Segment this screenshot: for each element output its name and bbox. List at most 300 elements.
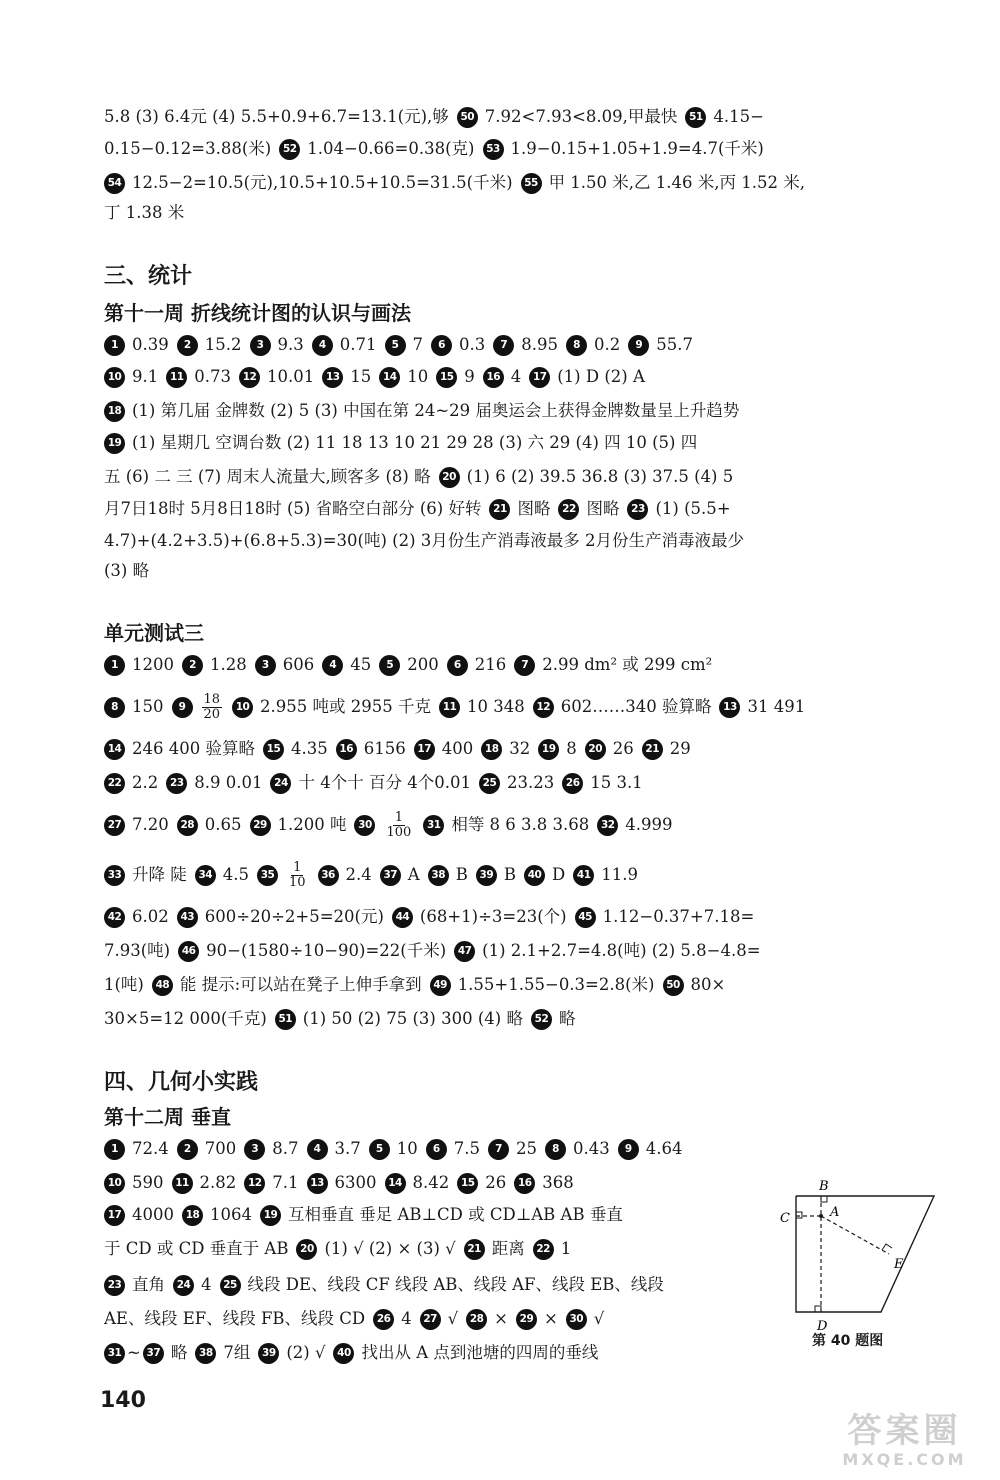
answer-text: 4.999 (625, 815, 673, 834)
answer-text: 4.64 (645, 1139, 683, 1158)
answer-text: 略 (558, 1009, 576, 1028)
question-number-badge: 36 (318, 865, 339, 886)
question-number-badge: 15 (457, 1173, 478, 1194)
range-separator: ~ (127, 1343, 141, 1362)
answer-text: 0.65 (204, 815, 242, 834)
answer-text: (3) 略 (104, 561, 150, 580)
answer-text: 7.1 (272, 1173, 299, 1192)
answer-text: 7组 (223, 1343, 251, 1362)
question-number-badge: 28 (466, 1309, 487, 1330)
answer-item (379, 362, 428, 392)
answer-item (166, 362, 231, 392)
question-number-badge: 51 (685, 107, 706, 128)
question-number-badge: 47 (454, 941, 475, 962)
answer-text: 升降 陡 (132, 865, 187, 884)
answer-text: 6156 (363, 739, 406, 758)
answer-item (177, 810, 242, 840)
unit-test-title: 单元测试三 (104, 621, 204, 645)
question-number-badge: 16 (514, 1173, 535, 1194)
answer-text: 1.04−0.66=0.38(克) (307, 139, 475, 158)
answer-item (104, 198, 184, 228)
answer-text: 7 (412, 335, 423, 354)
answer-item (454, 936, 760, 966)
answer-item (104, 692, 164, 722)
fraction-numerator: 1 (293, 859, 302, 875)
answer-text: (1) 2.1+2.7=4.8(吨) (2) 5.8−4.8= (482, 941, 761, 960)
answer-text: 15.2 (204, 335, 242, 354)
answer-item (177, 902, 384, 932)
question-number-badge: 41 (573, 865, 594, 886)
answer-item (414, 734, 474, 764)
answer-item (436, 362, 475, 392)
answer-text: (1) 第几届 金牌数 (2) 5 (3) 中国在第 24~29 届奥运会上获得金牌数量呈上升趋势 (132, 401, 740, 420)
answer-item (239, 362, 314, 392)
question-number-badge: 30 (354, 815, 375, 836)
question-number-badge: 42 (104, 907, 125, 928)
answer-text: 31 491 (747, 697, 806, 716)
answer-item (220, 1270, 664, 1300)
question-number-badge: 14 (104, 739, 125, 760)
answer-text: √ (447, 1309, 459, 1328)
question-number-badge: 40 (524, 865, 545, 886)
answer-item (104, 134, 271, 164)
question-number-badge: 44 (392, 907, 413, 928)
answer-item (104, 396, 739, 426)
answer-text: 8.7 (272, 1139, 299, 1158)
answer-text: 9 (464, 367, 475, 386)
answer-item (573, 860, 638, 890)
answer-item (104, 1200, 174, 1230)
answer-line (104, 494, 739, 524)
question-number-badge: 17 (529, 367, 550, 388)
answer-item (428, 860, 468, 890)
question-number-badge: 28 (177, 815, 198, 836)
answer-item (104, 1234, 288, 1264)
answer-line (104, 1168, 582, 1198)
answer-text: 1.200 吨 (277, 815, 347, 834)
answer-text: 32 (509, 739, 531, 758)
answer-item (104, 1168, 164, 1198)
answer-text: 0.15−0.12=3.88(米) (104, 139, 272, 158)
answer-text: 15 (350, 367, 372, 386)
question-number-badge: 45 (575, 907, 596, 928)
answer-text: 2.99 dm² 或 299 cm² (542, 655, 713, 674)
answer-item (533, 1234, 572, 1264)
answer-item (533, 692, 712, 722)
answer-line (104, 168, 813, 198)
question-number-badge: 39 (258, 1343, 279, 1364)
answer-line (104, 1200, 754, 1230)
answer-text: 4 (510, 367, 522, 386)
answer-item (426, 1134, 480, 1164)
fraction-answer (384, 811, 413, 840)
question-number-badge: 52 (279, 139, 300, 160)
question-number-badge: 5 (385, 335, 406, 356)
question-number-badge: 54 (104, 173, 125, 194)
answer-item (719, 692, 805, 722)
answer-line (104, 556, 157, 586)
answer-item (104, 1134, 169, 1164)
answer-text: 12.5−2=10.5(元),10.5+10.5+10.5=31.5(千米) (132, 173, 513, 192)
question-number-badge: 20 (296, 1239, 317, 1260)
answer-item (152, 970, 422, 1000)
answer-item (322, 650, 371, 680)
answer-text: 2.82 (199, 1173, 237, 1192)
answer-item (575, 902, 755, 932)
question-number-badge: 43 (177, 907, 198, 928)
fraction-numerator: 18 (203, 691, 221, 707)
answer-item (104, 1270, 165, 1300)
answer-text: 1200 (132, 655, 174, 674)
answer-text: 1(吨) (104, 975, 144, 994)
answer-item (514, 1168, 574, 1198)
answer-item (104, 556, 149, 586)
answer-text: 五 (6) 二 三 (7) 周末人流量大,顾客多 (8) 略 (104, 467, 431, 486)
question-number-badge: 2 (177, 335, 198, 356)
answer-text: 图略 (517, 499, 551, 518)
answer-text: 4.35 (290, 739, 328, 758)
answer-text: 8 (566, 739, 577, 758)
answer-item (195, 860, 249, 890)
answer-line (104, 650, 720, 680)
answer-line (104, 902, 762, 932)
answer-item (104, 494, 481, 524)
answer-item (177, 1134, 237, 1164)
answer-text: 0.3 (459, 335, 486, 354)
answer-item (104, 768, 158, 798)
answer-text: 直角 (132, 1275, 165, 1294)
question-number-badge: 22 (104, 773, 125, 794)
answer-text: (1) 星期几 空调台数 (2) 11 18 13 10 21 29 28 (3) 六 29 (4) 四 10 (5) 四 (132, 433, 698, 452)
answer-text: 606 (282, 655, 315, 674)
answer-item (250, 810, 347, 840)
answer-text: × (494, 1309, 508, 1328)
answer-item (104, 526, 744, 556)
question-number-badge: 10 (104, 1173, 125, 1194)
answer-text: 8.9 0.01 (194, 773, 263, 792)
answer-line (104, 692, 813, 722)
question-number-badge: 3 (255, 655, 276, 676)
answer-line (104, 1270, 754, 1300)
answer-item (447, 650, 507, 680)
question-number-badge: 34 (195, 865, 216, 886)
answer-item (263, 734, 328, 764)
answer-item (104, 902, 169, 932)
answer-text: 相等 8 6 3.8 3.68 (451, 815, 590, 834)
question-number-badge: 55 (521, 173, 542, 194)
answer-item (489, 494, 550, 524)
watermark-logo (812, 1412, 997, 1476)
answer-item (104, 428, 697, 458)
answer-item (488, 1134, 537, 1164)
answer-text: 7.20 (132, 815, 169, 834)
answer-text: 1.12−0.37+7.18= (602, 907, 755, 926)
question-number-badge: 50 (457, 107, 478, 128)
answer-item (275, 1004, 523, 1034)
answer-item (439, 692, 525, 722)
answer-text: √ (593, 1309, 605, 1328)
question-number-badge: 6 (426, 1139, 447, 1160)
answer-text: 150 (132, 697, 164, 716)
answer-text: B (455, 865, 468, 884)
question-number-badge: 12 (244, 1173, 265, 1194)
answer-item (172, 693, 225, 722)
answer-item (514, 650, 712, 680)
answer-text: 0.71 (339, 335, 377, 354)
question-number-badge: 30 (566, 1309, 587, 1330)
answer-item (597, 810, 672, 840)
question-number-badge: 26 (373, 1309, 394, 1330)
answer-item (318, 860, 372, 890)
answer-text: 能 提示:可以站在凳子上伸手拿到 (179, 975, 422, 994)
answer-text: 4000 (132, 1205, 174, 1224)
answer-text: 25 (516, 1139, 537, 1158)
answer-text: (1) 50 (2) 75 (3) 300 (4) 略 (302, 1009, 523, 1028)
question-number-badge: 25 (220, 1275, 241, 1296)
answer-line (104, 428, 705, 458)
question-number-badge: 38 (195, 1343, 216, 1364)
answer-item (232, 692, 431, 722)
question-number-badge: 5 (379, 655, 400, 676)
answer-text: 1.9−0.15+1.05+1.9=4.7(千米) (510, 139, 764, 158)
answer-text: 2.4 (345, 865, 372, 884)
answer-text: 15 3.1 (590, 773, 643, 792)
question-number-badge: 18 (104, 401, 125, 422)
question-number-badge: 29 (516, 1309, 537, 1330)
answer-text: 216 (474, 655, 507, 674)
question-number-badge: 15 (436, 367, 457, 388)
answer-item (685, 102, 764, 132)
answer-text: 10 (396, 1139, 418, 1158)
figure-label-d: D (817, 1319, 828, 1334)
answer-text: 0.2 (594, 335, 621, 354)
question-number-badge: 18 (481, 739, 502, 760)
fraction-denominator: 20 (203, 706, 221, 722)
question-number-badge: 33 (104, 865, 125, 886)
answer-item (173, 1270, 212, 1300)
answer-item (244, 1168, 298, 1198)
answer-text: 8.42 (412, 1173, 450, 1192)
answer-text: 略 (170, 1343, 188, 1362)
answer-item (464, 1234, 525, 1264)
answer-text: AE、线段 EF、线段 FB、线段 CD (104, 1309, 366, 1328)
figure-label-a: A (830, 1205, 840, 1220)
answer-item (538, 734, 577, 764)
answer-line (104, 810, 681, 840)
question-number-badge: 24 (270, 773, 291, 794)
answer-line (104, 396, 747, 426)
answer-line (104, 362, 653, 392)
answer-item (177, 330, 242, 360)
question-number-badge: 13 (719, 697, 740, 718)
question-number-badge: 46 (178, 941, 199, 962)
answer-item (104, 330, 169, 360)
answer-text: 200 (407, 655, 439, 674)
answer-text: 月7日18时 5月8日18时 (5) 省略空白部分 (6) 好转 (104, 499, 482, 518)
answer-item (618, 1134, 683, 1164)
answer-item (585, 734, 634, 764)
question-number-badge: 19 (538, 739, 559, 760)
question-number-badge: 6 (447, 655, 468, 676)
question-number-badge: 32 (597, 815, 618, 836)
answer-text: 2.955 吨或 2955 千克 (260, 697, 432, 716)
answer-item (457, 1168, 506, 1198)
question-number-badge: 18 (182, 1205, 203, 1226)
problem-40-figure (776, 1176, 951, 1356)
answer-item (270, 768, 470, 798)
question-number-badge: 3 (250, 335, 271, 356)
answer-item (483, 362, 522, 392)
answer-item (307, 1134, 361, 1164)
answer-text: 10.01 (267, 367, 315, 386)
answer-line (104, 970, 733, 1000)
answer-item (628, 330, 693, 360)
answer-item (104, 970, 144, 1000)
answer-line (104, 134, 772, 164)
section-title-geometry: 四、几何小实践 (104, 1070, 259, 1095)
answer-item (336, 734, 406, 764)
answer-text: 246 400 验算略 (132, 739, 255, 758)
answer-text: 29 (669, 739, 691, 758)
answer-text: 7.5 (453, 1139, 480, 1158)
answer-line (104, 1234, 754, 1264)
question-number-badge: 7 (493, 335, 514, 356)
answer-item (104, 362, 158, 392)
answer-text: 590 (132, 1173, 164, 1192)
answer-text: 26 (612, 739, 634, 758)
fraction-numerator: 1 (394, 809, 404, 825)
answer-item (516, 1304, 558, 1334)
answer-text: 11.9 (601, 865, 638, 884)
answer-item (493, 330, 558, 360)
question-number-badge: 23 (166, 773, 187, 794)
answer-line (104, 102, 772, 132)
fraction-answer (287, 861, 308, 890)
answer-item (104, 650, 174, 680)
question-number-badge: 3 (244, 1139, 265, 1160)
question-number-badge: 14 (379, 367, 400, 388)
question-number-badge: 9 (628, 335, 649, 356)
answer-item (545, 1134, 610, 1164)
answer-text: 30×5=12 000(千克) (104, 1009, 267, 1028)
answer-item (244, 1134, 298, 1164)
answer-text: 找出从 A 点到池塘的四周的垂线 (361, 1343, 599, 1362)
watermark-url: MXQE.COM (842, 1450, 967, 1469)
answer-item (182, 1200, 252, 1230)
week-title-perpendicular: 第十二周 垂直 (104, 1105, 231, 1129)
answer-text: 线段 DE、线段 CF 线段 AB、线段 AF、线段 EB、线段 (247, 1275, 664, 1294)
answer-line (104, 462, 741, 492)
answer-item (481, 734, 530, 764)
answer-text: (68+1)÷3=23(个) (419, 907, 567, 926)
question-number-badge: 8 (104, 697, 125, 718)
fraction-answer (202, 693, 223, 722)
answer-text: A (407, 865, 420, 884)
answer-text: 600÷20÷2+5=20(元) (204, 907, 384, 926)
fraction-denominator: 100 (386, 824, 412, 840)
question-number-badge: 27 (104, 815, 125, 836)
answer-line (104, 526, 752, 556)
answer-text: (1) √ (2) × (3) √ (324, 1239, 456, 1258)
answer-item (260, 1200, 623, 1230)
answer-text: 10 348 (467, 697, 525, 716)
answer-text: B (503, 865, 516, 884)
question-number-badge: 21 (464, 1239, 485, 1260)
answer-item (380, 860, 420, 890)
answer-text: 距离 (491, 1239, 525, 1258)
answer-item (172, 1168, 237, 1198)
answer-item (483, 134, 764, 164)
answer-text: 0.39 (132, 335, 169, 354)
answer-item (104, 1338, 187, 1368)
answer-item (562, 768, 642, 798)
answer-text: 7.92<7.93<8.09,甲最快 (484, 107, 678, 126)
answer-item (182, 650, 247, 680)
question-number-badge: 1 (104, 335, 125, 356)
question-number-badge: 2 (182, 655, 203, 676)
answer-line (104, 860, 646, 890)
question-number-badge: 11 (166, 367, 187, 388)
question-number-badge: 17 (104, 1205, 125, 1226)
answer-text: (1) D (2) A (557, 367, 645, 386)
answer-text: 1 (560, 1239, 572, 1258)
answer-text: 55.7 (656, 335, 693, 354)
answer-text: 4.7)+(4.2+3.5)+(6.8+5.3)=30(吨) (2) 3月份生产消毒液最多 2月份生产消毒液最少 (104, 531, 744, 550)
answer-item (466, 1304, 508, 1334)
answer-item (566, 1304, 605, 1334)
watermark-text: 答案圈 (847, 1411, 962, 1451)
answer-item (439, 462, 734, 492)
answer-item (531, 1004, 576, 1034)
answer-text: 互相垂直 垂足 AB⊥CD 或 CD⊥AB AB 垂直 (288, 1205, 623, 1224)
answer-line (104, 198, 192, 228)
answer-text: 10 (407, 367, 429, 386)
question-number-badge: 4 (312, 335, 333, 356)
answer-text: 4 (201, 1275, 212, 1294)
question-number-badge: 11 (439, 697, 460, 718)
question-number-badge: 37 (143, 1343, 164, 1364)
answer-item (104, 734, 255, 764)
answer-text: 3.7 (334, 1139, 361, 1158)
question-number-badge: 4 (322, 655, 343, 676)
question-number-badge: 37 (380, 865, 401, 886)
question-number-badge: 39 (476, 865, 497, 886)
answer-item (195, 1338, 250, 1368)
answer-text: 图略 (586, 499, 620, 518)
question-number-badge: 4 (307, 1139, 328, 1160)
question-number-badge: 31 (423, 815, 444, 836)
answer-text: 十 4个十 百分 4个0.01 (298, 773, 471, 792)
question-number-badge: 29 (250, 815, 271, 836)
question-number-badge: 24 (173, 1275, 194, 1296)
figure-label-c: C (780, 1211, 790, 1226)
answer-text: (2) √ (286, 1343, 326, 1362)
answer-line (104, 768, 651, 798)
answer-item (354, 811, 415, 840)
answer-text: 26 (485, 1173, 507, 1192)
question-number-badge: 2 (177, 1139, 198, 1160)
answer-text: 丁 1.38 米 (104, 203, 185, 222)
answer-item (457, 102, 678, 132)
answer-text: D (552, 865, 566, 884)
question-number-badge: 51 (275, 1009, 296, 1030)
question-number-badge: 16 (336, 739, 357, 760)
answer-text: 4.5 (222, 865, 249, 884)
answer-text: × (543, 1309, 558, 1328)
question-number-badge: 52 (531, 1009, 552, 1030)
question-number-badge: 21 (642, 739, 663, 760)
figure-label-b: B (819, 1179, 829, 1194)
